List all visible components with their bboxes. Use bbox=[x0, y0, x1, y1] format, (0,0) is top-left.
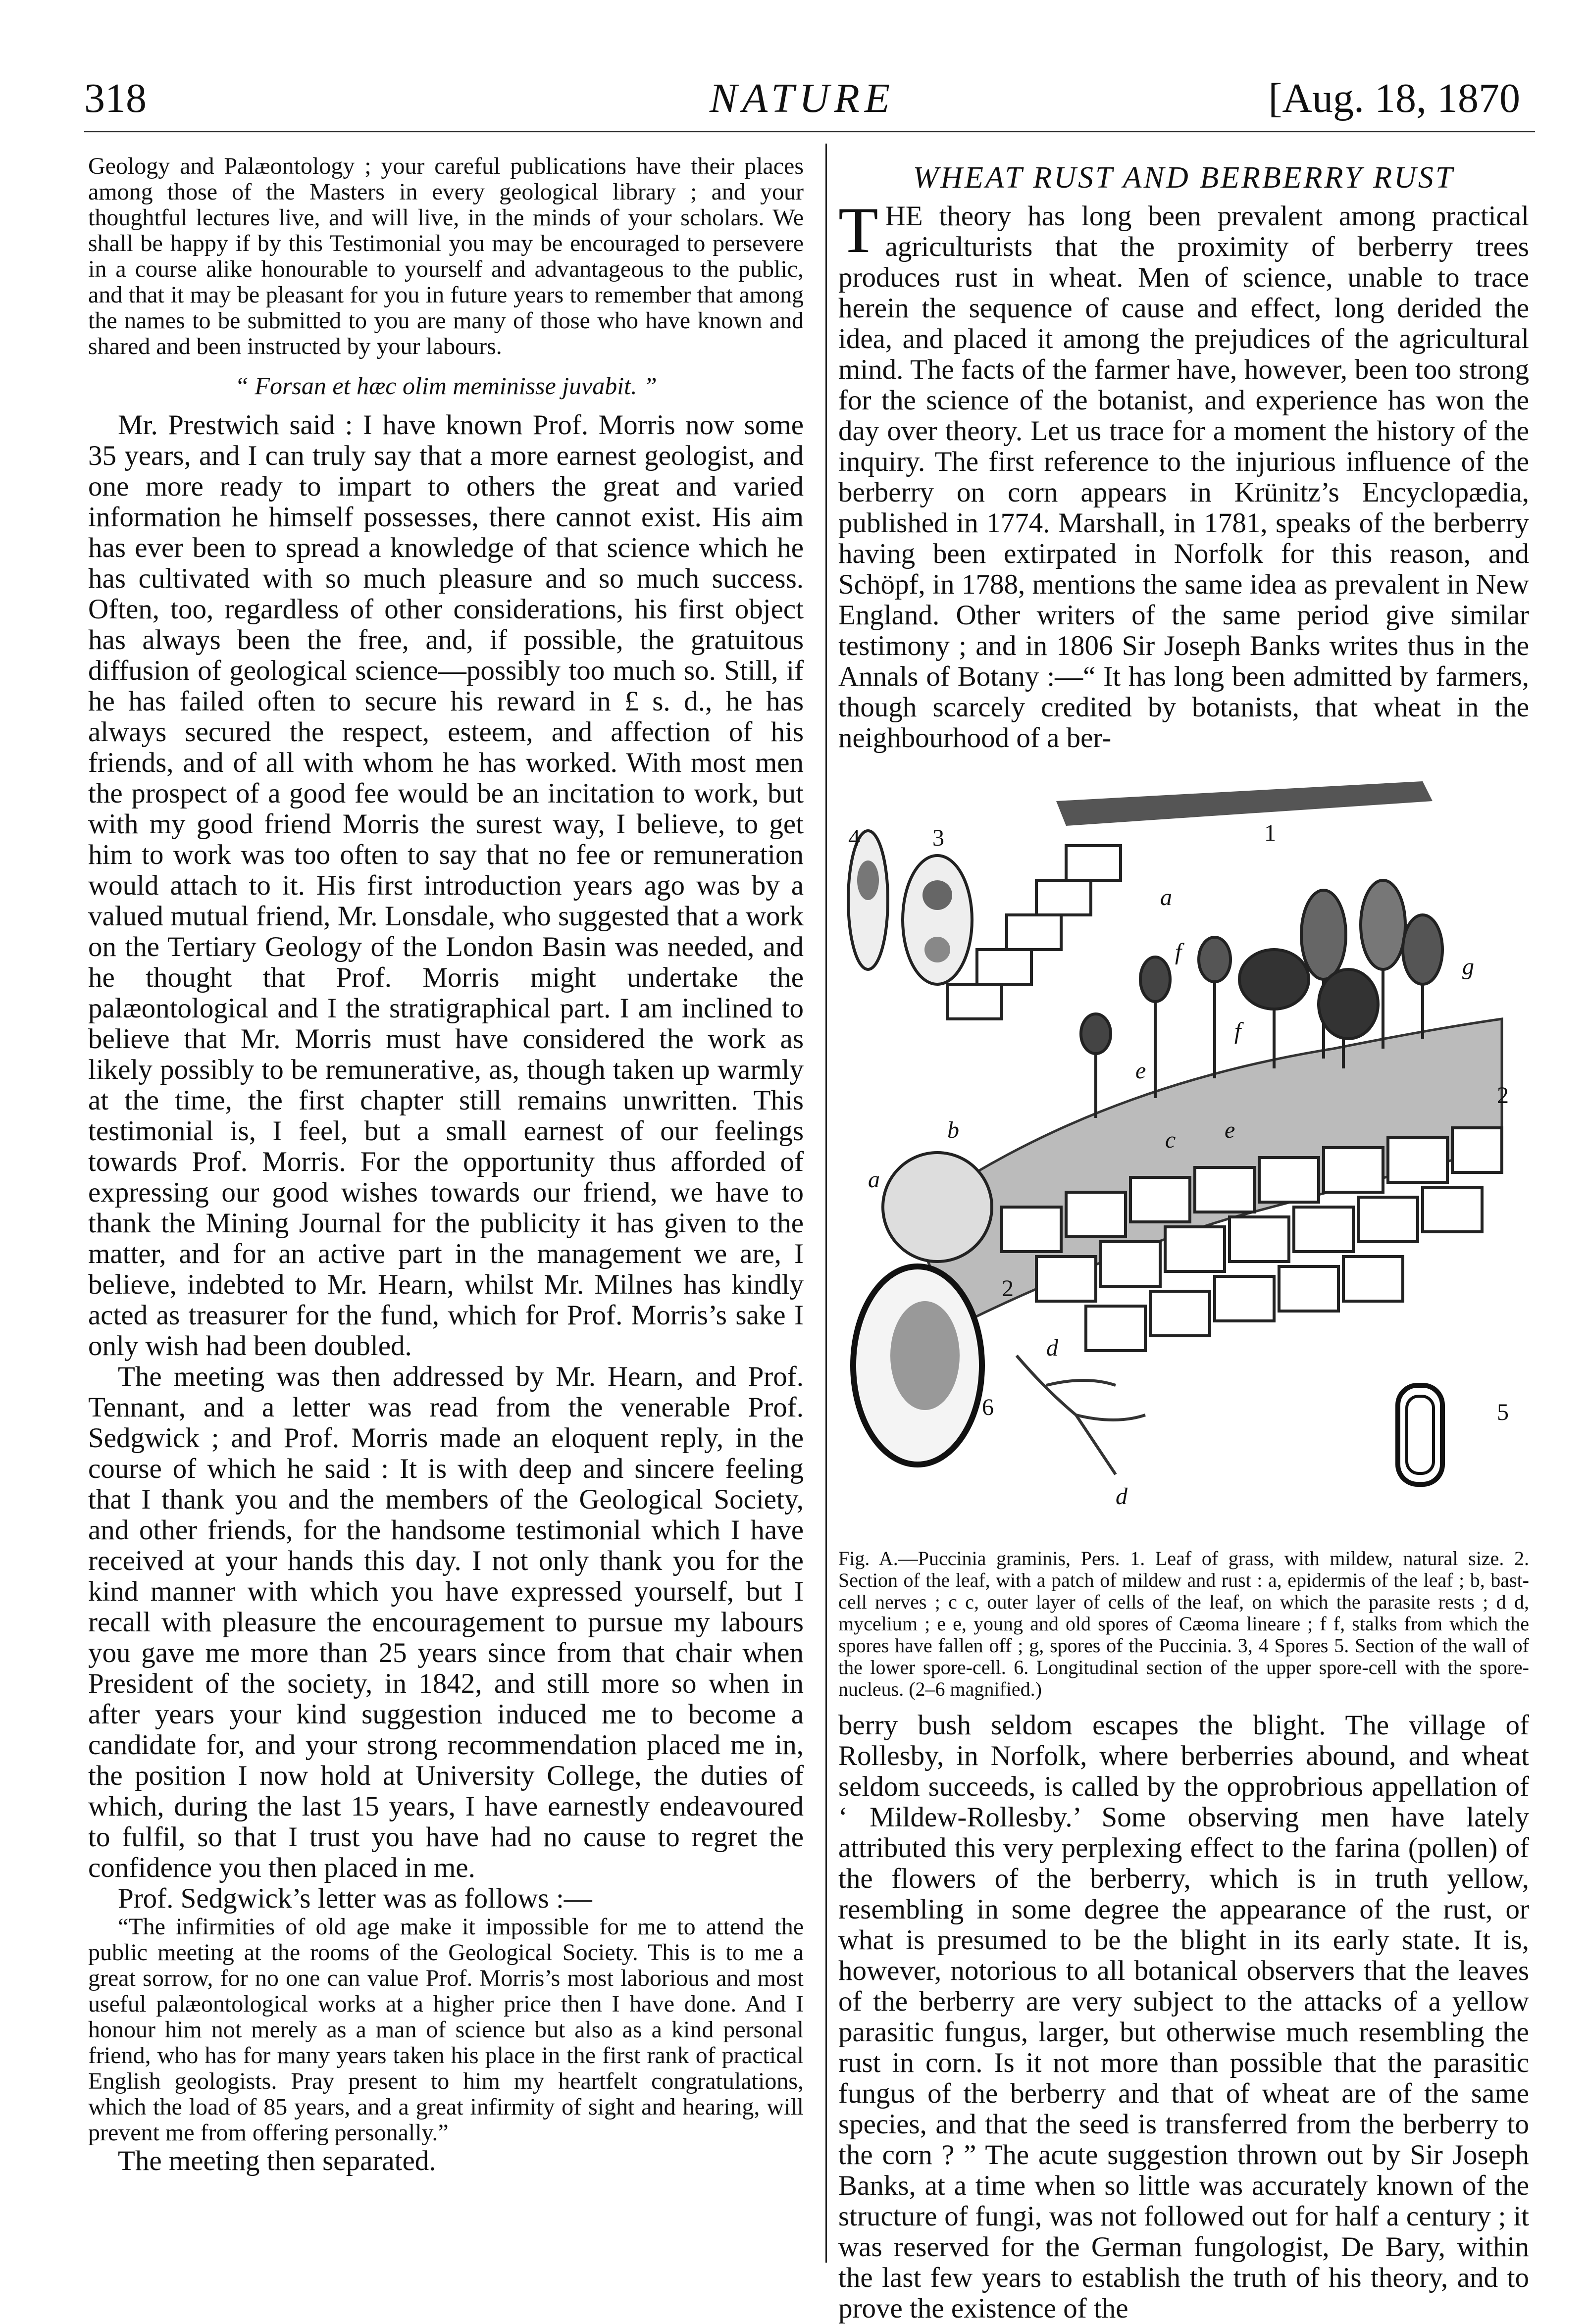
puccinia-figure bbox=[838, 771, 1529, 1539]
label-b: b bbox=[947, 1117, 959, 1143]
latin-quote: “ Forsan et hæc olim meminisse juvabit. ” bbox=[235, 372, 657, 400]
column-divider bbox=[825, 144, 827, 2263]
label-4: 4 bbox=[848, 825, 860, 851]
label-e-right: e bbox=[1225, 1117, 1235, 1143]
label-2-left: 2 bbox=[1002, 1275, 1014, 1302]
label-d-upper: d bbox=[1046, 1335, 1058, 1361]
label-a-top: a bbox=[1160, 884, 1172, 910]
label-2-right: 2 bbox=[1497, 1082, 1509, 1109]
article-intro-text: HE theory has long been prevalent among practical agriculturists that the proximity of berberry trees produces rust in wheat. Men of science, unable to trace herein the sequence of cause and effect, long derided the idea, and placed it among the prejudices of the agricultural mind. The facts of the farmer have, however, been too strong for the science of the botanist, and experience has won the day over theory. Let us trace for a moment the history of the inquiry. The first reference to the injurious influence of the berberry on corn appears in Krünitz’s Encyclopædia, published in 1774. Marshall, in 1781, speaks of the berberry having been extirpated in Norfolk for this reason, and Schöpf, in 1788, mentions the same idea as prevalent in New England. Other writers of the same period give similar testimony ; and in 1806 Sir Joseph Banks writes thus in the Annals of Botany :—“ It has long been admitted by farmers, though scarcely credited by botanists, that wheat in the neighbourhood of a ber- bbox=[838, 201, 1529, 754]
label-f-top: f bbox=[1175, 939, 1182, 965]
label-e-left: e bbox=[1135, 1058, 1146, 1084]
header-rule bbox=[84, 131, 1535, 133]
drop-cap: T bbox=[838, 194, 878, 266]
spore-3 bbox=[903, 856, 972, 984]
article-continuation: berry bush seldom escapes the blight. The village of Rollesby, in Norfolk, where berberries abound, and wheat seldom succeeds, is called by the opprobrious appellation of ‘ Mildew-Rollesby.’ Some observing men have lately attributed this very perplexing effect to the farina (pollen) of the flowers of the berberry, which is in truth yellow, resembling in some degree the appearance of the rust, or what is presumed to be the blight in its early state. It is, however, notorious to all botanical observers that the leaves of the berberry are very subject to the attacks of a yellow parasitic fungus, larger, but otherwise much resembling the rust in corn. Is it not more than possible that the parasitic fungus of the berberry and that of wheat are of the same species, and that the seed is transferred from the berberry to the corn ? ” The acute suggestion thrown out by Sir Joseph Banks, at a time when so little was accurately known of the structure of fungi, was not followed out for half a century ; it was reserved for the German fungologist, De Bary, within the last few years to establish the truth of his theory, and to prove the existence of the bbox=[838, 1710, 1529, 2324]
article-title: WHEAT RUST AND BERBERRY RUST bbox=[913, 161, 1455, 195]
testimonial-address-end: Geology and Palæontology ; your careful publications have their places among those of the Masters in every geological library ; and your thoughtful lectures live, and will live, in the minds of your scholars. We shall be happy if by this Testimonial you may be encouraged to persevere in a course alike honourable to yourself and advantageous to the public, and that it may be pleasant for you in future years to remember that among the names to be submitted to you are many of those who have known and shared and been instructed by your labours. bbox=[88, 153, 804, 359]
sedgwick-letter: “The infirmities of old age make it impossible for me to attend the public meeting at the rooms of the Geological Society. This is to me a great sorrow, for no one can value Prof. Morris’s most laborious and most useful palæontological works at a higher price then I have done. And I honour him not merely as a man of science but also as a kind personal friend, who has for many years taken his place in the first rank of practical English geologists. Pray present to him my heartfelt congratulations, which the load of 85 years, and a great infirmity of sight and hearing, will prevent me from offering personally.” bbox=[88, 1914, 804, 2146]
label-5: 5 bbox=[1497, 1399, 1509, 1425]
label-1: 1 bbox=[1264, 820, 1276, 846]
page-header bbox=[84, 74, 1520, 119]
label-a-left: a bbox=[868, 1166, 880, 1193]
label-d-lower: d bbox=[1116, 1483, 1127, 1510]
left-column bbox=[88, 153, 804, 2176]
label-6: 6 bbox=[982, 1394, 994, 1420]
article-intro bbox=[838, 194, 1529, 754]
morris-reply: The meeting was then addressed by Mr. Hearn, and Prof. Tennant, and a letter was read from the venerable Prof. Sedgwick ; and Prof. Morris made an eloquent reply, in the course of which he said : It is with deep and sincere feeling that I thank you and the members of the Geological Society, and other friends, for the handsome testimonial which I have received at your hands this day. I not only thank you for the kind manner with which you have expressed yourself, but I recall with pleasure the encouragement to pursue my labours you gave me more than 25 years since from that chair when President of the society, in 1842, and still more so when in after years your kind suggestion induced me to become a candidate for, and your strong recommendation placed me in, the position I now hold at University College, the duties of which, during the last 15 years, I have earnestly endeavoured to fulfil, so that I trust you have had no cause to regret the confidence you then placed in me. bbox=[88, 1361, 804, 1883]
label-g: g bbox=[1462, 954, 1474, 980]
sedgwick-intro: Prof. Sedgwick’s letter was as follows :— bbox=[118, 1883, 592, 1914]
right-column bbox=[838, 153, 1529, 2324]
puccinia-illustration bbox=[838, 771, 1529, 1539]
label-f-mid: f bbox=[1234, 1018, 1241, 1044]
prestwich-speech: Mr. Prestwich said : I have known Prof. Morris now some 35 years, and I can truly say that a more earnest geologist, and one more ready to impart to others the great and varied information he himself possesses, there cannot exist. His aim has ever been to spread a knowledge of that science which he has cultivated with so much pleasure and so much success. Often, too, regardless of other considerations, his first object has always been the free, and, if possible, the gratuitous diffusion of geological science—possibly too much so. Still, if he has failed often to secure his reward in £ s. d., he has always secured the respect, esteem, and affection of his friends, and of all with whom he has worked. With most men the prospect of a good fee would be an incitation to work, but with my good friend Morris the surest way, I believe, to get him to work was too often to say that no fee or remuneration would attach to it. His first introduction years ago was by a valued mutual friend, Mr. Lonsdale, who suggested that a work on the Tertiary Geology of the London Basin was needed, and he thought that Prof. Morris might undertake the palæontological and I the stratigraphical part. I am inclined to believe that Mr. Morris must have considered the work as likely possibly to be remunerative, as, though taken up warmly at the time, the first chapter still remains unwritten. This testimonial is, I feel, but a small earnest of our feelings towards Prof. Morris. For the opportunity thus afforded of expressing our good wishes towards our friend, we have to thank the Mining Journal for the publicity it has given to the matter, and for an active part in the management we are, I believe, indebted to Mr. Hearn, whilst Mr. Milnes has kindly acted as treasurer for the fund, which for Prof. Morris’s sake I only wish had been doubled. bbox=[88, 409, 804, 1362]
label-c: c bbox=[1165, 1127, 1176, 1153]
figure-caption: Fig. A.—Puccinia graminis, Pers. 1. Leaf of grass, with mildew, natural size. 2. Section of the leaf, with a patch of mildew and rust : a, epidermis of the leaf ; b, bast-cell nerves ; c c, outer layer of cells of the leaf, on which the parasite rests ; d d, mycelium ; e e, young and old spores of Cæoma lineare ; f f, stalks from which the spores have fallen off ; g, spores of the Puccinia. 3, 4 Spores 5. Section of the wall of the lower spore-cell. 6. Longitudinal section of the upper spore-cell with the spore-nucleus. (2–6 magnified.) bbox=[838, 1547, 1529, 1700]
journal-title: NATURE bbox=[709, 75, 895, 121]
page-number: 318 bbox=[84, 75, 147, 121]
label-3: 3 bbox=[932, 825, 944, 851]
bast-cells bbox=[883, 1153, 992, 1262]
closing-line: The meeting then separated. bbox=[118, 2145, 436, 2176]
issue-date: [Aug. 18, 1870 bbox=[1268, 75, 1520, 121]
